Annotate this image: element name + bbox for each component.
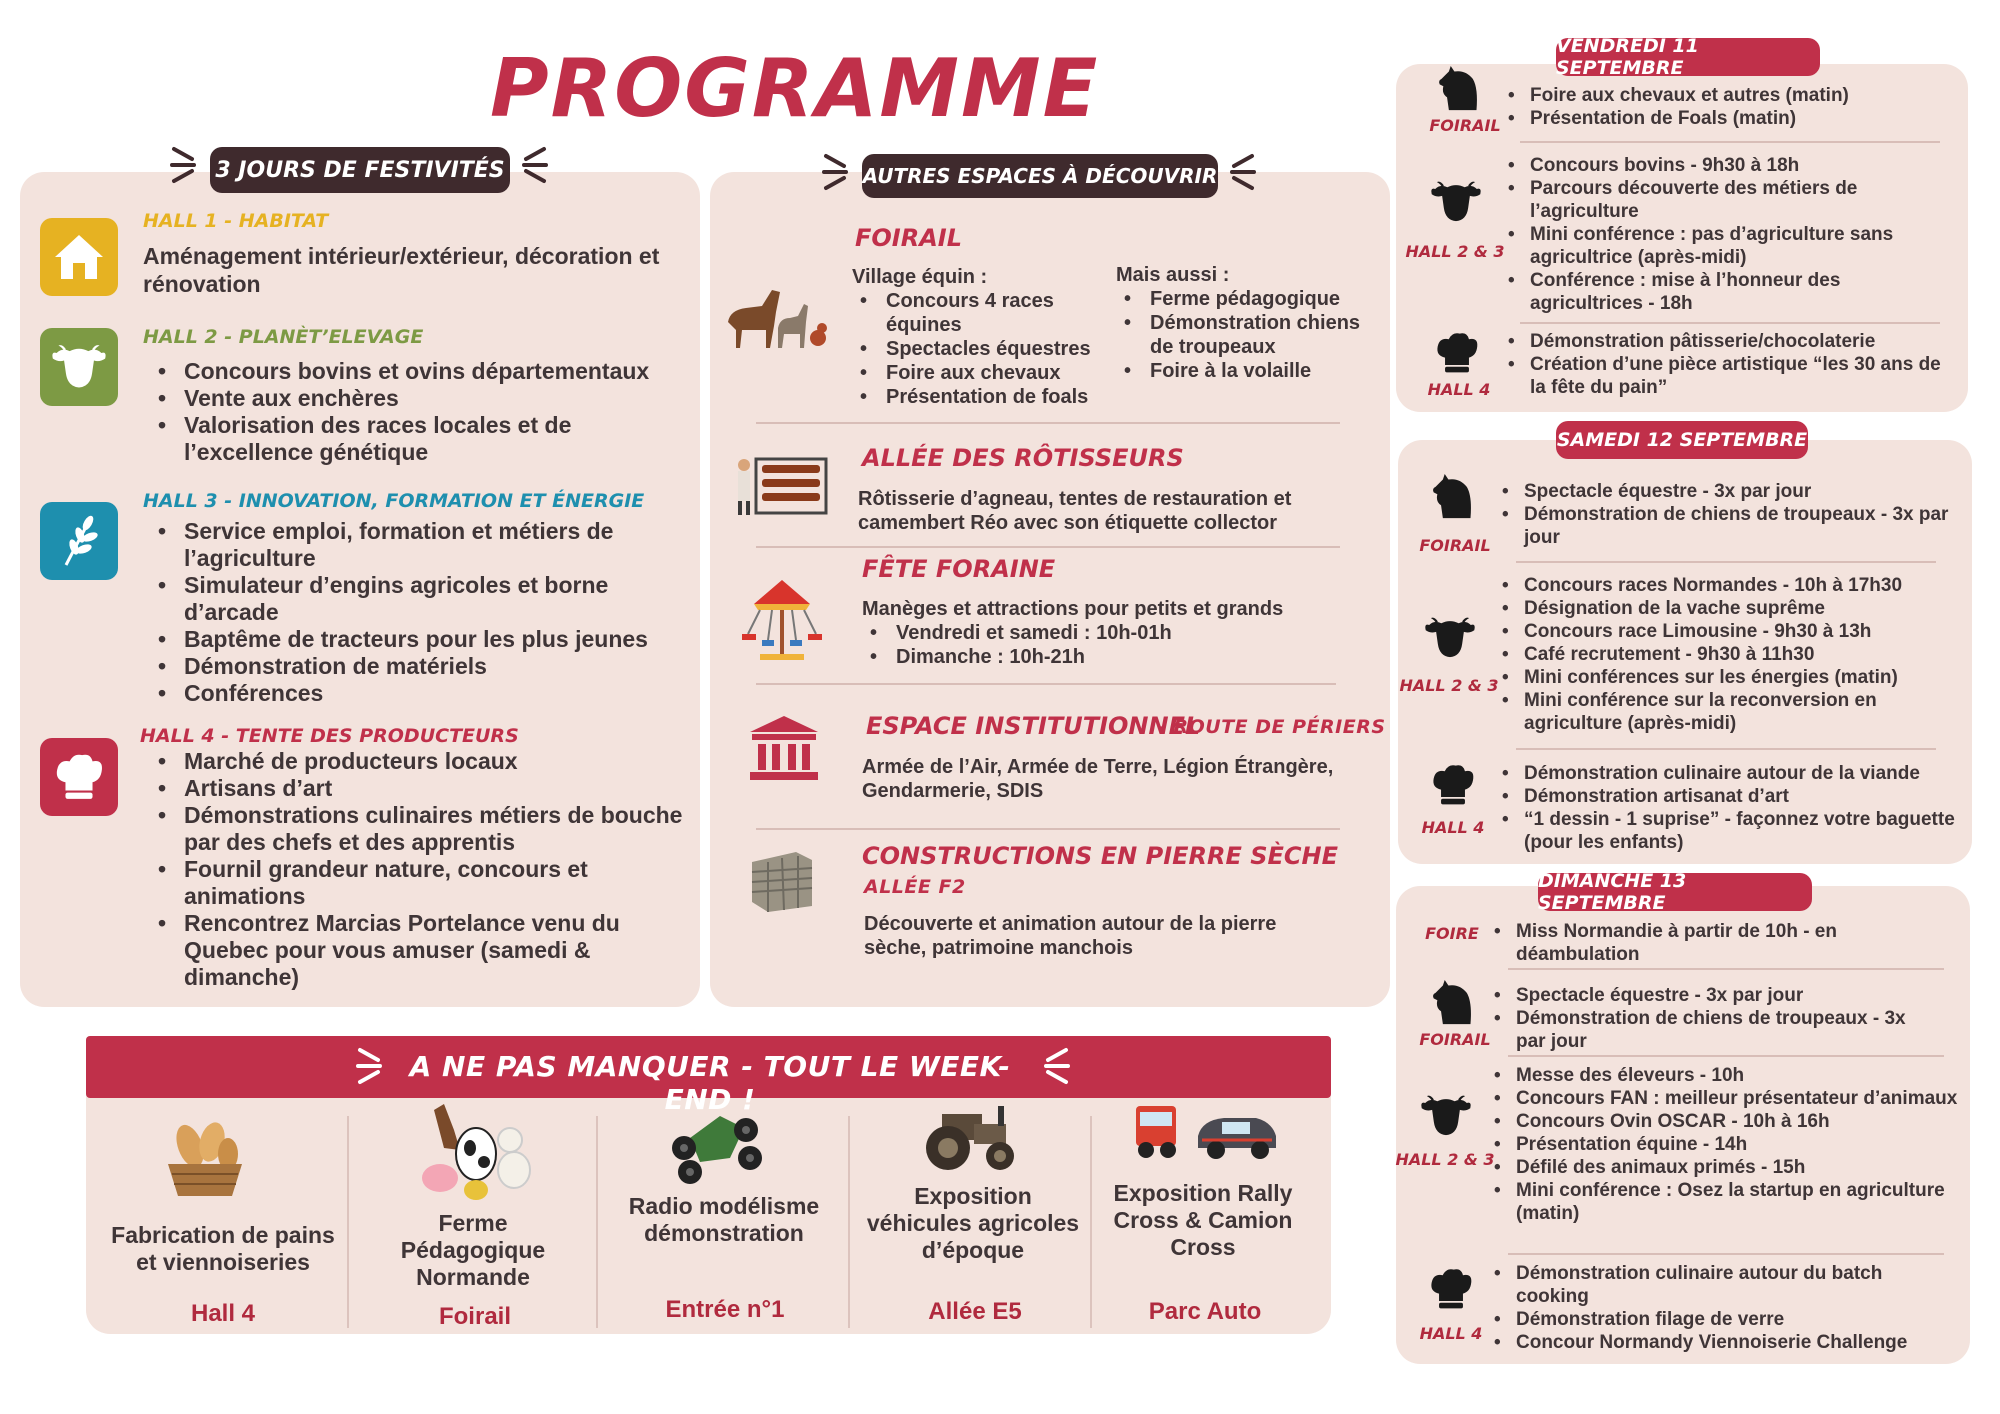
chef-hat-icon (40, 738, 118, 816)
cow-icon (40, 328, 118, 406)
card-rc-location: Entrée n°1 (665, 1296, 785, 1323)
pierre-subtitle: ALLÉE F2 (864, 876, 966, 898)
sunday-hall23-label: HALL 2 & 3 (1395, 1150, 1495, 1169)
foirail-col1-list (852, 289, 1112, 409)
list-item: • Démonstration de matériels (150, 653, 690, 680)
saturday-hall4-list (1496, 762, 1956, 854)
saturday-title: SAMEDI 12 SEPTEMBRE (1556, 421, 1808, 459)
list-item: • Concours bovins et ovins départementaux (150, 358, 690, 385)
sunday-hall4-label: HALL 4 (1419, 1324, 1483, 1343)
burst-left-icon (170, 145, 200, 185)
list-item: • Foire aux chevaux et autres (matin) (1502, 84, 1952, 107)
list-item: • Présentation équine - 14h (1488, 1133, 1968, 1156)
list-item: • Concour Normandy Viennoiserie Challenge (1488, 1331, 1938, 1354)
list-item: • Simulateur d’engins agricoles et borne d’arcade (150, 572, 690, 626)
list-item: • Mini conférence : pas d’agriculture sans agricultrice (après-midi) (1502, 223, 1952, 269)
divider (347, 1116, 349, 1328)
divider (1508, 1055, 1944, 1057)
list-item: • Désignation de la vache suprême (1496, 597, 1966, 620)
sunday-foirail-list (1488, 984, 1938, 1053)
list-item: • Démonstration pâtisserie/chocolaterie (1502, 330, 1952, 353)
sunday-hall4-list (1488, 1262, 1938, 1354)
burst-right-icon (1040, 1046, 1070, 1086)
sunday-title: DIMANCHE 13 SEPTEMBRE (1538, 873, 1812, 911)
carousel-icon (740, 578, 824, 662)
list-item: • Concours Ovin OSCAR - 10h à 16h (1488, 1110, 1968, 1133)
list-item: • Démonstrations culinaires métiers de bouche par des chefs et des apprentis (150, 802, 698, 856)
cow-icon (1420, 1094, 1472, 1138)
spaces-heading: AUTRES ESPACES À DÉCOUVRIR (862, 154, 1218, 198)
list-item: • Concours 4 races équines (852, 289, 1112, 337)
list-item: • Miss Normandie à partir de 10h - en déambulation (1488, 920, 1928, 966)
pierre-text: Découverte et animation autour de la pierre sèche, patrimoine manchois (864, 913, 1277, 959)
list-item: • Conférences (150, 680, 690, 707)
list-item: • Café recrutement - 9h30 à 11h30 (1496, 643, 1966, 666)
list-item: • Spectacle équestre - 3x par jour (1488, 984, 1938, 1007)
foirail-col2-title: Mais aussi : (1116, 264, 1230, 286)
card-tractor-location: Allée E5 (928, 1298, 1022, 1325)
friday-title: VENDREDI 11 SEPTEMBRE (1556, 38, 1820, 76)
card-rally-location: Parc Auto (1148, 1298, 1262, 1325)
burst-right-icon (518, 145, 548, 185)
friday-hall23-list (1502, 154, 1952, 315)
institutionnel-title: ESPACE INSTITUTIONNEL (866, 712, 1201, 740)
list-item: • Création d’une pièce artistique “les 30 ans de la fête du pain” (1502, 353, 1952, 399)
card-rc-label: Radio modélisme démonstration (628, 1193, 820, 1246)
friday-hall4-label: HALL 4 (1427, 380, 1491, 399)
card-tractor-label: Exposition véhicules agricoles d’époque (866, 1183, 1080, 1263)
card-bread-label: Fabrication de pains et viennoiseries (111, 1222, 335, 1275)
divider (1508, 968, 1944, 970)
horse-icon (1430, 980, 1476, 1026)
divider (756, 828, 1340, 830)
cow-icon (1424, 616, 1476, 660)
card-rally-label: Exposition Rally Cross & Camion Cross (1113, 1180, 1293, 1260)
friday-hall4-list (1502, 330, 1952, 399)
list-item: • Conférence : mise à l’honneur des agricultrices - 18h (1502, 269, 1952, 315)
foraine-title: FÊTE FORAINE (862, 555, 1056, 583)
list-item: • Présentation de Foals (matin) (1502, 107, 1952, 130)
hall-1-text: Aménagement intérieur/extérieur, décoration et rénovation (143, 243, 660, 297)
foraine-text: Manèges et attractions pour petits et grands (862, 598, 1284, 620)
hall-1-title: HALL 1 - HABITAT (143, 210, 329, 232)
house-icon (40, 218, 118, 296)
list-item: • Valorisation des races locales et de l’excellence génétique (150, 412, 690, 466)
card-bread-location: Hall 4 (190, 1300, 256, 1327)
divider (596, 1116, 598, 1328)
divider (1090, 1116, 1092, 1328)
festivities-heading: 3 JOURS DE FESTIVITÉS (210, 147, 510, 193)
hall-3-list (150, 518, 690, 707)
list-item: • Artisans d’art (150, 775, 698, 802)
burst-left-icon (356, 1046, 386, 1086)
list-item: • Spectacles équestres (852, 337, 1112, 361)
hall-2-title: HALL 2 - PLANÈT’ELEVAGE (143, 326, 424, 348)
foirail-title: FOIRAIL (855, 224, 963, 252)
tractor-icon (914, 1102, 1024, 1174)
pierre-title: CONSTRUCTIONS EN PIERRE SÈCHE (862, 842, 1339, 870)
list-item: • “1 dessin - 1 suprise” - façonnez votre baguette (pour les enfants) (1496, 808, 1956, 854)
list-item: • Ferme pédagogique (1116, 287, 1378, 311)
list-item: • Foire aux chevaux (852, 361, 1112, 385)
chef-hat-icon (1428, 1266, 1474, 1312)
divider (1508, 1253, 1944, 1255)
saturday-hall4-label: HALL 4 (1421, 818, 1485, 837)
divider (1516, 561, 1936, 563)
friday-foirail-label: FOIRAIL (1429, 116, 1501, 135)
rotisseurs-text: Rôtisserie d’agneau, tentes de restauration et camembert Réo avec son étiquette collector (858, 488, 1292, 534)
list-item: • Baptême de tracteurs pour les plus jeunes (150, 626, 690, 653)
page-title: PROGRAMME (490, 42, 1100, 135)
horse-donkey-icon (718, 282, 830, 354)
burst-left-icon (822, 152, 852, 192)
list-item: • Démonstration chiens de troupeaux (1116, 311, 1378, 359)
list-item: • Parcours découverte des métiers de l’agriculture (1502, 177, 1952, 223)
sunday-hall23-list (1488, 1064, 1968, 1225)
hall-4-list (150, 748, 698, 991)
chef-hat-icon (1430, 762, 1476, 808)
list-item: • Spectacle équestre - 3x par jour (1496, 480, 1972, 503)
list-item: • Démonstration culinaire autour du batch cooking (1488, 1262, 1938, 1308)
friday-foirail-list (1502, 84, 1952, 130)
list-item: • Vente aux enchères (150, 385, 690, 412)
list-item: • Démonstration de chiens de troupeaux - 3x par jour (1496, 503, 1972, 549)
divider (756, 683, 1336, 685)
list-item: • Présentation de foals (852, 385, 1112, 409)
list-item: • Concours race Limousine - 9h30 à 13h (1496, 620, 1966, 643)
list-item: • Service emploi, formation et métiers de l’agriculture (150, 518, 690, 572)
card-farm-location: Foirail (438, 1303, 511, 1330)
foirail-col1-title: Village équin : (852, 266, 988, 288)
list-item: • Mini conférence : Osez la startup en agriculture (matin) (1488, 1179, 1968, 1225)
friday-hall23-label: HALL 2 & 3 (1405, 242, 1505, 261)
saturday-foirail-list (1496, 480, 1972, 549)
list-item: • Vendredi et samedi : 10h-01h (862, 621, 1342, 645)
weekend-heading: A NE PAS MANQUER - TOUT LE WEEK-END ! (409, 1050, 1011, 1116)
list-item: • Concours bovins - 9h30 à 18h (1502, 154, 1952, 177)
hall-2-list (150, 358, 690, 466)
rotisseurs-title: ALLÉE DES RÔTISSEURS (862, 444, 1184, 472)
list-item: • Rencontrez Marcias Portelance venu du Quebec pour vous amuser (samedi & dimanche) (150, 910, 698, 991)
institutionnel-text: Armée de l’Air, Armée de Terre, Légion Étrangère, Gendarmerie, SDIS (862, 756, 1334, 802)
foirail-col2-list (1116, 287, 1378, 383)
burst-right-icon (1226, 152, 1256, 192)
divider (1520, 141, 1940, 143)
list-item: • Foire à la volaille (1116, 359, 1378, 383)
rally-vehicles-icon (1132, 1100, 1282, 1164)
institution-icon (748, 714, 820, 782)
sunday-foire-list (1488, 920, 1928, 966)
bread-basket-icon (160, 1120, 250, 1202)
horse-icon (1430, 474, 1476, 520)
list-item: • Mini conférences sur les énergies (matin) (1496, 666, 1966, 689)
foraine-list (862, 621, 1342, 669)
rotisserie-icon (730, 455, 830, 517)
institutionnel-subtitle: - ROUTE DE PÉRIERS (1158, 716, 1386, 738)
saturday-hall23-list (1496, 574, 1966, 735)
hall-4-title: HALL 4 - TENTE DES PRODUCTEURS (140, 725, 519, 747)
divider (756, 546, 1340, 548)
list-item: • Démonstration de chiens de troupeaux - 3x par jour (1488, 1007, 1938, 1053)
divider (848, 1116, 850, 1328)
list-item: • Messe des éleveurs - 10h (1488, 1064, 1968, 1087)
list-item: • Démonstration culinaire autour de la viande (1496, 762, 1956, 785)
saturday-foirail-label: FOIRAIL (1419, 536, 1491, 555)
cow-icon (1430, 180, 1482, 224)
divider (1520, 322, 1940, 324)
list-item: • Défilé des animaux primés - 15h (1488, 1156, 1968, 1179)
sunday-foirail-label: FOIRAIL (1419, 1030, 1491, 1049)
card-farm-label: Ferme Pédagogique Normande (400, 1210, 546, 1290)
list-item: • Concours FAN : meilleur présentateur d’animaux (1488, 1087, 1968, 1110)
horse-icon (1436, 66, 1482, 112)
hall-3-title: HALL 3 - INNOVATION, FORMATION ET ÉNERGIE (143, 490, 645, 512)
wheat-icon (40, 502, 118, 580)
chef-hat-icon (1434, 330, 1480, 376)
sunday-foire-label: FOIRE (1425, 924, 1479, 943)
list-item: • Démonstration artisanat d’art (1496, 785, 1956, 808)
stone-wall-icon (746, 848, 816, 914)
divider (756, 422, 1340, 424)
list-item: • Dimanche : 10h-21h (862, 645, 1342, 669)
saturday-hall23-label: HALL 2 & 3 (1399, 676, 1499, 695)
list-item: • Démonstration filage de verre (1488, 1308, 1938, 1331)
list-item: • Fournil grandeur nature, concours et animations (150, 856, 698, 910)
divider (1516, 748, 1936, 750)
list-item: • Mini conférence sur la reconversion en agriculture (après-midi) (1496, 689, 1966, 735)
list-item: • Concours races Normandes - 10h à 17h30 (1496, 574, 1966, 597)
list-item: • Marché de producteurs locaux (150, 748, 698, 775)
farm-animals-icon (414, 1100, 538, 1202)
rc-car-icon (660, 1108, 770, 1186)
